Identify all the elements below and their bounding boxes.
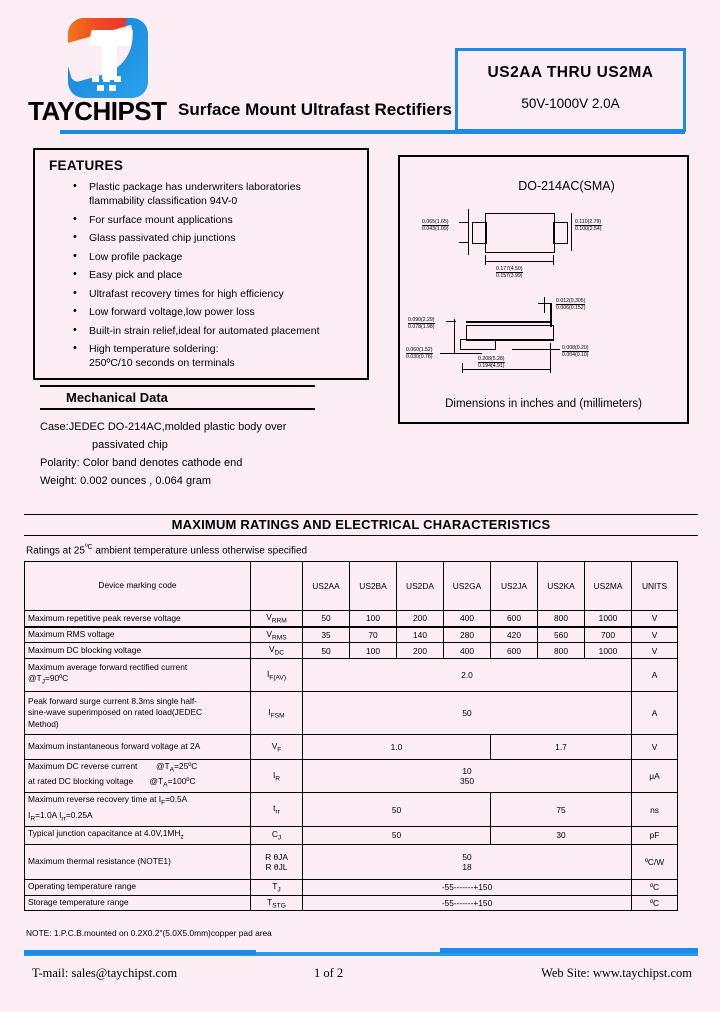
dim-line <box>468 209 469 255</box>
package-caption: Dimensions in inches and (millimeters) <box>445 398 642 410</box>
dim-value-max: 0.008(0.20) <box>562 345 589 351</box>
footer-accent-bar-left <box>24 950 256 955</box>
features-list <box>71 180 357 375</box>
sym-sub: DC <box>274 650 285 658</box>
sym-main: I <box>266 668 270 679</box>
feature-text: Built-in strain relief,ideal for automated placement <box>89 324 320 337</box>
table-row <box>25 760 678 793</box>
dim-value-max: 0.012(0.305) <box>556 298 586 304</box>
list-item <box>71 342 357 371</box>
dim-side-lower-left <box>406 347 433 361</box>
cell-value: 560 <box>538 627 585 643</box>
cell-unit: V <box>632 643 678 659</box>
sym-stack-1: R θJA <box>265 851 288 862</box>
side-line <box>496 339 554 340</box>
feature-text: Easy pick and place <box>89 269 183 282</box>
part-number-range: US2AA THRU US2MA <box>487 64 654 81</box>
ratings-sup: ºC <box>84 544 93 551</box>
row-symbol <box>251 793 303 826</box>
sym-sub: rr <box>275 808 280 816</box>
package-drawing-box <box>398 155 689 424</box>
sym-sub: J <box>277 834 282 842</box>
table-header-row <box>25 562 678 611</box>
row-symbol <box>251 879 303 895</box>
dim-line <box>440 353 482 354</box>
col-header-us2ja: US2JA <box>491 562 538 611</box>
cell-value: 70 <box>350 627 397 643</box>
col-header-us2aa: US2AA <box>303 562 350 611</box>
stacked-value-1: 50 <box>462 851 472 862</box>
row-desc <box>25 692 251 735</box>
list-item <box>71 180 357 209</box>
features-box <box>33 148 369 380</box>
table-row <box>25 627 678 643</box>
row-symbol <box>251 627 303 643</box>
mech-case-cont: passivated chip <box>92 439 168 451</box>
row-desc <box>25 793 251 826</box>
brand-name: TAYCHIPST <box>28 96 167 126</box>
cell-value: 35 <box>303 627 350 643</box>
cell-unit: V <box>632 735 678 760</box>
table-row <box>25 735 678 760</box>
sym-stack-2: R θJL <box>265 861 288 872</box>
dim-line <box>550 343 551 373</box>
list-item <box>71 231 357 245</box>
dim-top-right <box>575 219 602 233</box>
table-row <box>25 895 678 911</box>
mech-weight: Weight: 0.002 ounces , 0.064 gram <box>40 475 212 487</box>
table-row <box>25 659 678 692</box>
dim-line <box>571 213 572 251</box>
feature-text: Plastic package has underwriters laboratories <box>89 181 301 193</box>
ratings-suffix: ambient temperature unless otherwise specified <box>92 545 308 557</box>
row-desc: Maximum RMS voltage <box>25 627 251 643</box>
mechanical-data-body <box>40 418 370 490</box>
dim-line <box>459 222 469 223</box>
desc-line: Method) <box>28 718 59 729</box>
desc-line: Peak forward surge current 8.3ms single half- <box>28 695 197 706</box>
desc-line: Maximum average forward rectified current <box>28 661 188 672</box>
footer-email[interactable]: T-mail: sales@taychipst.com <box>32 966 178 980</box>
col-header-us2ga: US2GA <box>444 562 491 611</box>
cell-value: 1000 <box>585 611 632 627</box>
dim-value-min: 0.006(0.152) <box>556 305 586 312</box>
cell-value: 200 <box>397 611 444 627</box>
cell-value: 50 <box>303 611 350 627</box>
dim-value-max: 0.090(2.29) <box>408 317 435 323</box>
desc-sub: z <box>180 833 184 841</box>
sym-main: t <box>273 803 276 814</box>
dim-value-max: 0.065(1.65) <box>422 219 449 225</box>
page-header <box>0 0 720 140</box>
mech-case: Case:JEDEC DO-214AC,molded plastic body over <box>40 421 287 433</box>
features-title: FEATURES <box>49 158 124 173</box>
dim-value-max: 0.110(2.79) <box>575 219 602 225</box>
cell-value: 140 <box>397 627 444 643</box>
list-item <box>71 250 357 264</box>
col-header-device-marking: Device marking code <box>25 562 251 611</box>
row-desc: Storage temperature range <box>25 895 251 911</box>
ratings-section-title: MAXIMUM RATINGS AND ELECTRICAL CHARACTERISTICS <box>24 514 698 536</box>
dim-value-max: 0.060(1.52) <box>406 347 433 353</box>
desc-line: at rated DC blocking voltage $@T_A=100ºC$ <box>28 776 196 789</box>
cell-unit: ºC/W <box>632 844 678 879</box>
cell-unit: ns <box>632 793 678 826</box>
dim-value-min: 0.100(2.54) <box>575 226 602 233</box>
desc-line: Maximum reverse recovery time at $I_F=0.5A$ <box>28 794 188 808</box>
col-header-us2ka: US2KA <box>538 562 585 611</box>
package-lead-right-top <box>553 222 568 244</box>
feature-text: High temperature soldering: <box>89 343 219 356</box>
list-item <box>71 213 357 227</box>
sym-sub: F <box>277 746 282 754</box>
row-symbol <box>251 760 303 793</box>
row-desc: Maximum repetitive peak reverse voltage <box>25 611 251 627</box>
cell-value: 100 <box>350 611 397 627</box>
row-symbol <box>251 659 303 692</box>
sym-sub: RRM <box>271 617 287 625</box>
row-symbol <box>251 611 303 627</box>
ratings-prefix: Ratings at 25 <box>26 545 85 557</box>
list-item <box>71 287 357 301</box>
cell-unit: A <box>632 692 678 735</box>
sym-sub: R <box>275 775 281 783</box>
cell-value-split-low: 1.0 <box>303 735 491 760</box>
desc-text: Typical junction capacitance at 4.0V,1MH <box>28 827 181 838</box>
row-desc <box>25 760 251 793</box>
dim-line <box>553 255 554 265</box>
side-line <box>466 321 552 323</box>
sym-sub: J <box>277 886 281 894</box>
dim-line <box>512 349 560 350</box>
row-desc: Maximum DC blocking voltage <box>25 643 251 659</box>
cell-value: 600 <box>491 643 538 659</box>
dim-side-left <box>408 317 435 331</box>
sym-main: T <box>272 880 278 891</box>
row-desc <box>25 659 251 692</box>
company-logo <box>62 14 154 106</box>
dim-top-bottom <box>496 266 523 280</box>
cell-value: 600 <box>491 611 538 627</box>
row-desc <box>25 826 251 844</box>
sym-main: I <box>268 706 271 717</box>
sym-sub: FSM <box>270 712 285 720</box>
table-row <box>25 793 678 826</box>
sym-main: V <box>266 628 272 639</box>
cell-value: 200 <box>397 643 444 659</box>
dim-side-topright <box>556 298 585 312</box>
table-row <box>25 611 678 627</box>
row-desc: Maximum thermal resistance (NOTE1) <box>25 844 251 879</box>
sym-main: C <box>271 828 278 839</box>
feature-text-cont: flammability classification 94V-0 <box>89 195 238 208</box>
feature-text: Glass passivated chip junctions <box>89 232 236 245</box>
dim-line <box>462 363 463 373</box>
package-body-top <box>485 213 555 253</box>
cell-value-stacked <box>303 844 632 879</box>
package-lead-left-top <box>472 222 487 244</box>
dim-line <box>462 369 550 370</box>
col-header-us2ba: US2BA <box>350 562 397 611</box>
mechanical-data-header <box>40 385 315 410</box>
stacked-value-1: 10 <box>462 766 472 777</box>
col-header-us2ma: US2MA <box>585 562 632 611</box>
ratings-table <box>24 561 678 911</box>
dim-line <box>485 261 553 262</box>
dim-value-min: 0.004(0.10) <box>562 352 589 359</box>
table-row <box>25 844 678 879</box>
dim-line <box>538 303 552 304</box>
logo-square-icon <box>68 18 148 98</box>
feature-text: For surface mount applications <box>89 213 233 226</box>
feature-text: Low profile package <box>89 250 183 263</box>
dim-value-min: 0.043(1.09) <box>422 226 449 233</box>
dim-line <box>446 321 456 322</box>
col-header-units: UNITS <box>632 562 678 611</box>
list-item <box>71 324 357 338</box>
dim-line <box>459 242 469 243</box>
cell-value-span: -55-------+150 <box>303 895 632 911</box>
desc-line: $I_R=1.0A$ $I_{rr}=0.25A$ <box>28 809 93 823</box>
stacked-value-2: 18 <box>462 861 472 872</box>
desc-line: $@T_J=90ºC$ <box>28 673 69 686</box>
table-row <box>25 692 678 735</box>
row-symbol <box>251 643 303 659</box>
side-line <box>550 303 552 327</box>
cell-unit: V <box>632 611 678 627</box>
cell-value-span: -55-------+150 <box>303 879 632 895</box>
feature-text: Low forward voltage,low power loss <box>89 306 255 319</box>
cell-value: 400 <box>444 611 491 627</box>
dim-value-min: 0.157(3.99) <box>496 273 523 280</box>
cell-value-span: 2.0 <box>303 659 632 692</box>
footer-accent-bar-right <box>440 948 698 953</box>
footer-page-number: 1 of 2 <box>314 966 344 980</box>
cell-value: 700 <box>585 627 632 643</box>
cell-value-split-low: 50 <box>303 826 491 844</box>
row-symbol <box>251 844 303 879</box>
col-header-symbol <box>251 562 303 611</box>
table-row <box>25 826 678 844</box>
cell-value-span: 50 <box>303 692 632 735</box>
sym-main: V <box>271 740 278 751</box>
col-header-us2da: US2DA <box>397 562 444 611</box>
dim-side-bottom <box>478 356 505 370</box>
ratings-conditions <box>26 544 307 556</box>
dim-side-right <box>562 345 589 359</box>
cell-unit: μA <box>632 760 678 793</box>
mechanical-data-title: Mechanical Data <box>40 385 315 410</box>
dim-value-min: 0.078(1.98) <box>408 324 435 331</box>
cell-value: 800 <box>538 643 585 659</box>
dim-line <box>454 319 455 353</box>
cell-value: 100 <box>350 643 397 659</box>
page-footer <box>24 960 698 990</box>
part-spec: 50V-1000V 2.0A <box>521 96 620 111</box>
dim-value-min: 0.194(4.91) <box>478 363 505 370</box>
sym-sub: F(AV) <box>269 674 287 682</box>
feature-text-cont: 250ºC/10 seconds on terminals <box>89 357 235 370</box>
sym-sub: STG <box>272 902 286 910</box>
cell-value-split-high: 30 <box>491 826 632 844</box>
stacked-value-2: 350 <box>460 776 474 787</box>
dim-value-max: 0.208(5.28) <box>478 356 505 362</box>
mech-polarity: Polarity: Color band denotes cathode end <box>40 457 243 469</box>
cell-value-stacked <box>303 760 632 793</box>
dim-value-max: 0.177(4.50) <box>496 266 523 272</box>
product-subtitle: Surface Mount Ultrafast Rectifiers <box>178 100 452 119</box>
dim-line <box>485 255 486 265</box>
cell-value-split-high: 75 <box>491 793 632 826</box>
cell-value-split-high: 1.7 <box>491 735 632 760</box>
row-desc: Maximum instantaneous forward voltage at 2A <box>25 735 251 760</box>
cell-value: 1000 <box>585 643 632 659</box>
package-title: DO-214AC(SMA) <box>518 179 615 193</box>
header-accent-bar <box>60 130 685 134</box>
cell-unit: ºC <box>632 879 678 895</box>
cell-value: 50 <box>303 643 350 659</box>
table-note: NOTE: 1.P.C.B.mounted on 0.2X0.2"(5.0X5.0mm)copper pad area <box>26 928 272 938</box>
cell-unit: ºC <box>632 895 678 911</box>
list-item <box>71 268 357 282</box>
feature-text: Ultrafast recovery times for high efficiency <box>89 287 284 300</box>
cell-unit: V <box>632 627 678 643</box>
dim-top-left <box>422 219 449 233</box>
row-desc: Operating temperature range <box>25 879 251 895</box>
cell-value: 400 <box>444 643 491 659</box>
table-row <box>25 643 678 659</box>
part-number-box <box>455 48 686 132</box>
sym-main: T <box>267 896 273 907</box>
sym-main: V <box>268 644 275 655</box>
row-symbol <box>251 826 303 844</box>
dim-line <box>544 297 545 313</box>
cell-value-split-low: 50 <box>303 793 491 826</box>
desc-line: Maximum DC reverse current $@T_A=25ºC$ <box>28 761 198 774</box>
sym-main: I <box>272 769 276 780</box>
cell-unit: pF <box>632 826 678 844</box>
cell-value: 800 <box>538 611 585 627</box>
row-symbol <box>251 692 303 735</box>
package-foot-left <box>460 339 496 350</box>
dim-value-min: 0.030(0.76) <box>406 354 433 361</box>
sym-sub: RMS <box>271 634 287 642</box>
table-row <box>25 879 678 895</box>
desc-line: sine-wave superimposed on rated load(JEDEC <box>28 707 203 718</box>
cell-value: 280 <box>444 627 491 643</box>
sym-main: V <box>266 612 272 622</box>
row-symbol <box>251 735 303 760</box>
cell-unit: A <box>632 659 678 692</box>
cell-value: 420 <box>491 627 538 643</box>
row-symbol <box>251 895 303 911</box>
list-item <box>71 305 357 319</box>
footer-website[interactable]: Web Site: www.taychipst.com <box>541 966 692 980</box>
